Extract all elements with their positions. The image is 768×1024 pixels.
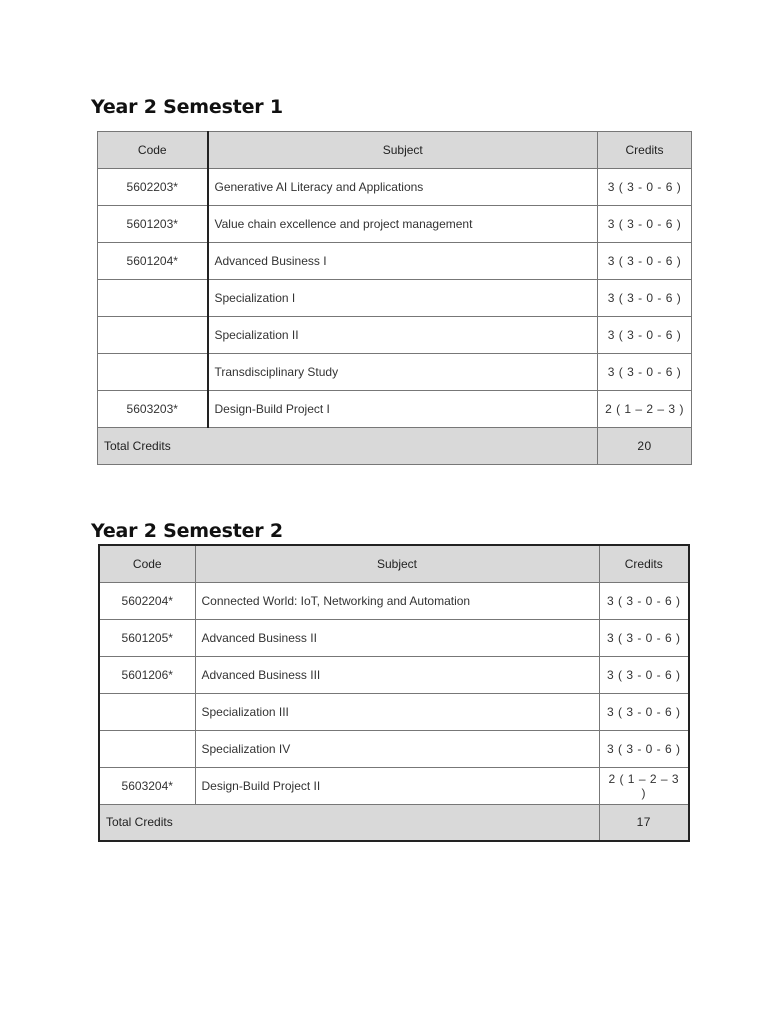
table-header-row [98,132,692,169]
course-subject: Specialization IV [195,730,599,767]
course-subject: Advanced Business III [195,656,599,693]
total-credits-row [99,804,689,841]
course-subject: Design-Build Project II [195,767,599,804]
course-credits: 3 ( 3 - 0 - 6 ) [599,693,689,730]
table-row [98,243,692,280]
course-code [98,317,208,354]
column-header-subject: Subject [195,545,599,582]
course-code [99,730,195,767]
course-subject: Transdisciplinary Study [208,354,598,391]
course-subject: Value chain excellence and project management [208,206,598,243]
course-credits: 3 ( 3 - 0 - 6 ) [598,206,692,243]
course-credits: 2 ( 1 – 2 – 3 ) [599,767,689,804]
course-subject: Design-Build Project I [208,391,598,428]
semester-2-table [98,544,690,842]
table-row [99,767,689,804]
column-header-code: Code [99,545,195,582]
course-credits: 3 ( 3 - 0 - 6 ) [598,243,692,280]
table-row [99,619,689,656]
course-credits: 3 ( 3 - 0 - 6 ) [598,169,692,206]
table-row [99,730,689,767]
course-code [98,280,208,317]
course-code: 5603203* [98,391,208,428]
table-row [98,206,692,243]
course-code: 5603204* [99,767,195,804]
column-header-credits: Credits [599,545,689,582]
course-code: 5601203* [98,206,208,243]
course-subject: Generative AI Literacy and Applications [208,169,598,206]
course-credits: 3 ( 3 - 0 - 6 ) [598,280,692,317]
total-credits-label: Total Credits [98,428,598,465]
total-credits-value: 17 [599,804,689,841]
course-credits: 3 ( 3 - 0 - 6 ) [598,354,692,391]
total-credits-value: 20 [598,428,692,465]
table-row [98,169,692,206]
course-credits: 3 ( 3 - 0 - 6 ) [599,656,689,693]
table-row [98,317,692,354]
semester-2-title: Year 2 Semester 2 [91,520,283,542]
course-subject: Advanced Business II [195,619,599,656]
course-code: 5601206* [99,656,195,693]
course-subject: Connected World: IoT, Networking and Automation [195,582,599,619]
course-subject: Specialization II [208,317,598,354]
semester-1-table [97,131,692,465]
course-code: 5602203* [98,169,208,206]
table-header-row [99,545,689,582]
course-code: 5601204* [98,243,208,280]
column-header-subject: Subject [208,132,598,169]
course-code: 5602204* [99,582,195,619]
course-credits: 3 ( 3 - 0 - 6 ) [599,619,689,656]
table-row [99,582,689,619]
course-code [98,354,208,391]
course-credits: 3 ( 3 - 0 - 6 ) [598,317,692,354]
column-header-credits: Credits [598,132,692,169]
table-row [99,693,689,730]
table-row [98,391,692,428]
course-subject: Specialization I [208,280,598,317]
table-row [98,354,692,391]
course-credits: 3 ( 3 - 0 - 6 ) [599,582,689,619]
column-header-code: Code [98,132,208,169]
course-code: 5601205* [99,619,195,656]
course-credits: 2 ( 1 – 2 – 3 ) [598,391,692,428]
course-code [99,693,195,730]
course-subject: Specialization III [195,693,599,730]
table-row [98,280,692,317]
course-credits: 3 ( 3 - 0 - 6 ) [599,730,689,767]
table-row [99,656,689,693]
course-subject: Advanced Business I [208,243,598,280]
total-credits-label: Total Credits [99,804,599,841]
semester-1-title: Year 2 Semester 1 [91,96,283,118]
total-credits-row [98,428,692,465]
